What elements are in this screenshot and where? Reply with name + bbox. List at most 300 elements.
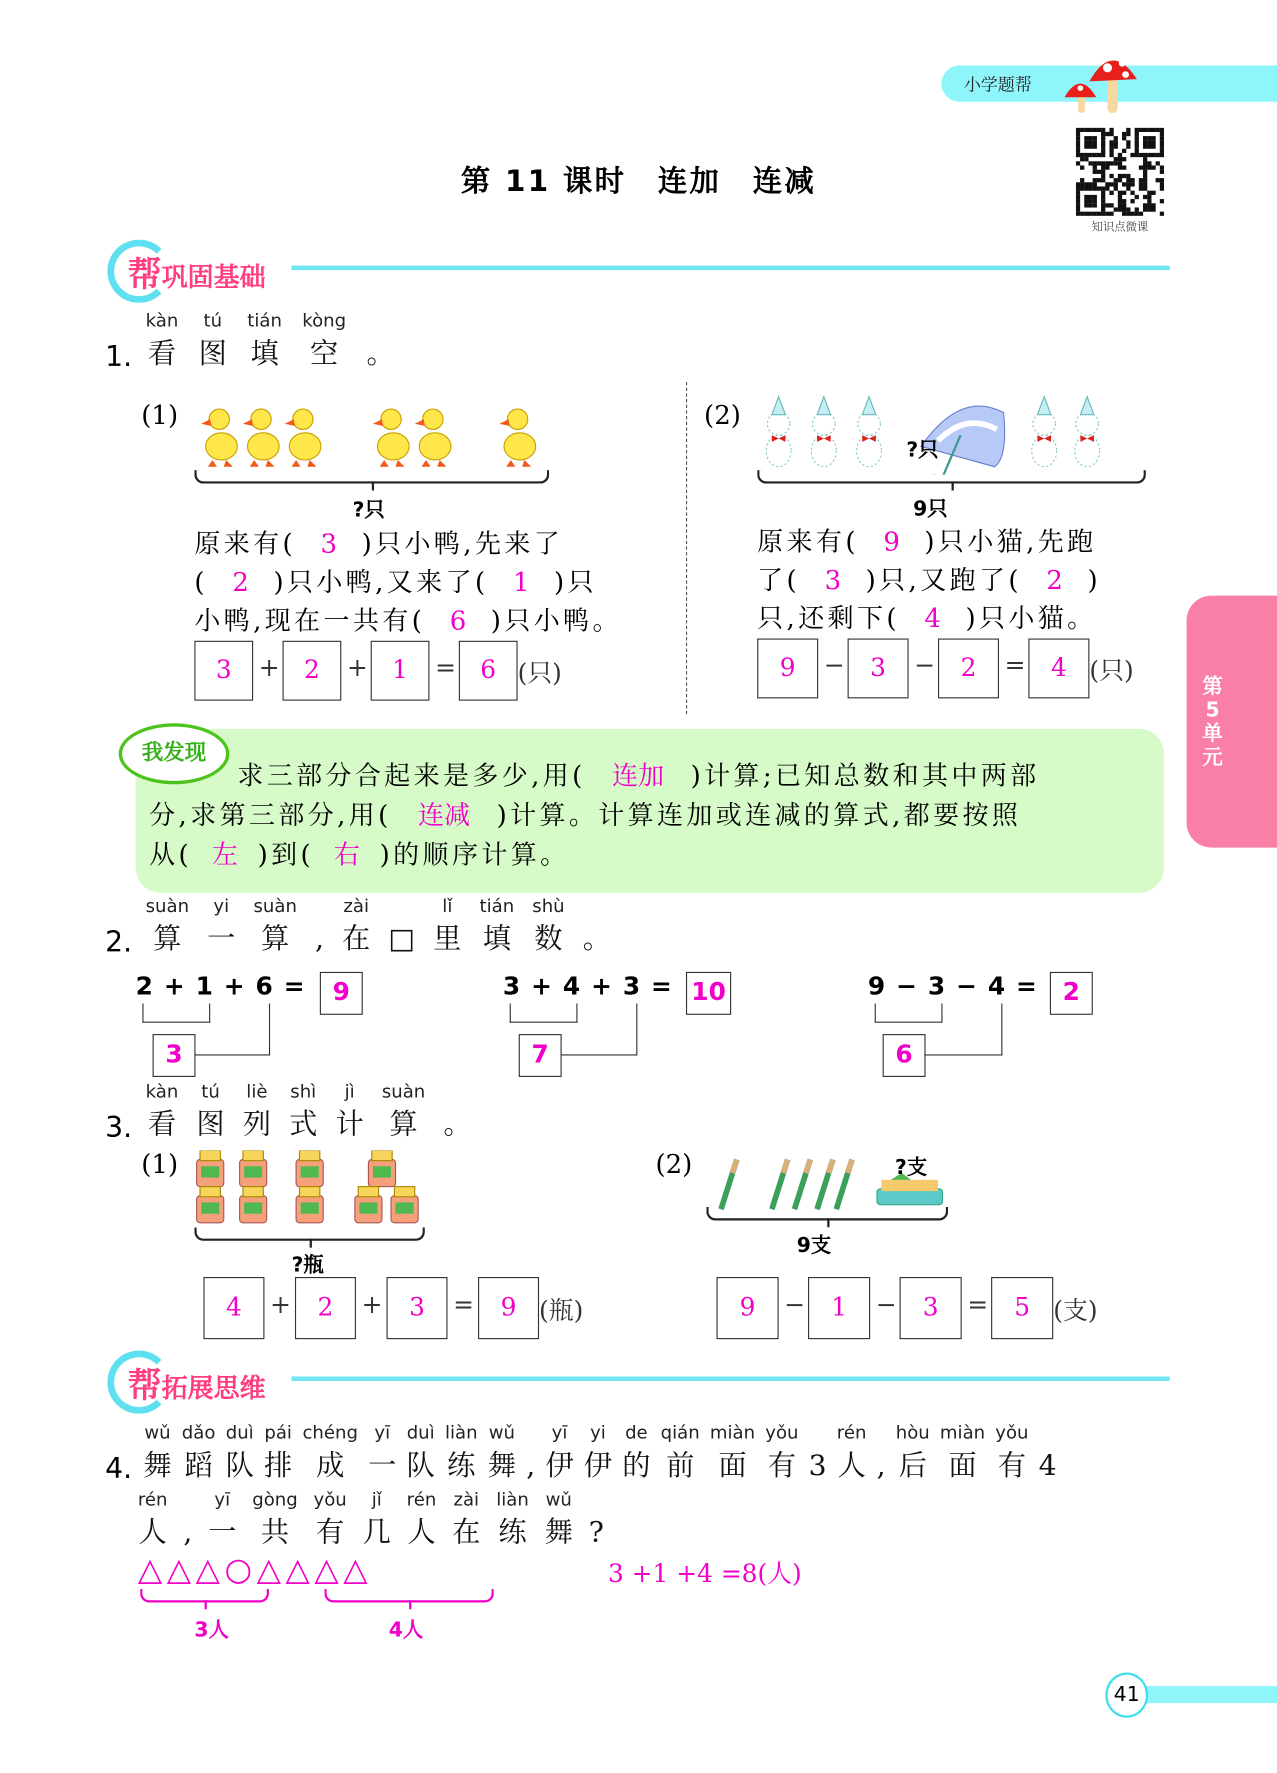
operator: − [784,1291,806,1320]
pinyin-char [252,1488,297,1551]
pinyin: wǔ [488,1421,516,1444]
answer-blank: 2 [1046,566,1063,596]
hanzi: 看 [147,1107,177,1141]
section-header-extend [107,1350,1175,1407]
pinyin: shì [290,1080,317,1102]
pinyin: rén [406,1488,437,1510]
operator: + [346,653,368,683]
section-header-basic [107,240,1175,297]
pinyin: zài [343,895,369,917]
hanzi: 蹈 [184,1448,213,1482]
section-title: 拓展思维 [161,1374,266,1404]
brace [194,1227,425,1241]
pinyin: kàn [145,309,179,332]
text: )只小猫,先跑 [924,527,1097,558]
hanzi: 队 [225,1448,254,1482]
brace-label: ?只 [352,498,385,523]
part-label: (1) [141,1150,179,1180]
text: )的顺序计算。 [379,840,570,871]
partial-result-box: 7 [519,1034,562,1077]
pinyin-char [363,1488,391,1551]
pinyin-char [182,1422,216,1485]
answer-equation: 3 +1 +4 =8(人) [607,1560,802,1589]
pinyin-char [545,1488,573,1551]
shape-triangle-icon: △ [314,1550,344,1588]
unit-label: (只) [1089,657,1134,686]
text: )计算;已知总数和其中两部 [690,761,1040,792]
pinyin: yǒu [313,1488,347,1510]
answer-blank: 连加 [612,761,665,792]
pinyin-char [583,895,611,958]
operator: + [258,653,280,683]
hanzi: 算 [153,922,182,955]
pinyin: kòng [302,309,347,332]
question-number: 4. [105,1452,133,1485]
hanzi: 算 [389,1107,418,1141]
hanzi: 在 [452,1515,481,1549]
text: 分,求第三部分,用( [149,801,392,831]
page-footer-bar [1136,1686,1277,1703]
answer-blank: 2 [232,568,249,598]
pinyin-char [226,1422,254,1485]
hanzi: 3 [808,1448,827,1482]
brace [757,470,1146,484]
discovery-badge: 我发现 [119,723,230,784]
answer-blank: 右 [333,840,360,871]
pinyin-char [302,1422,357,1485]
hanzi: 。 [366,336,395,370]
brace-label: ?瓶 [291,1253,324,1278]
pinyin: wǔ [545,1488,572,1510]
ducks-illustration-icon [194,401,550,471]
pinyin-char [488,1422,516,1485]
unit-label: (支) [1053,1296,1098,1326]
q4-line2 [138,1488,620,1551]
pinyin-char [196,1080,224,1143]
pinyin-char [314,1488,347,1551]
hanzi: 成 [316,1448,345,1482]
divider [686,382,687,714]
pinyin: duì [406,1421,435,1444]
pinyin-char [809,1422,827,1485]
text-line [149,794,1039,834]
pinyin-char [445,1422,478,1485]
text-line [194,523,621,561]
hanzi: 空 [310,336,339,370]
part-label: (2) [655,1150,693,1180]
pinyin-char [661,1422,700,1485]
pinyin: qián [660,1421,700,1444]
pinyin-char [995,1422,1028,1485]
page-number: 41 [1105,1673,1148,1718]
connector-line [924,1004,1002,1056]
pinyin-char [452,1488,480,1551]
unit-label: (瓶) [539,1296,584,1326]
pinyin: rén [836,1421,867,1444]
pinyin: pái [264,1421,292,1444]
brace [140,1589,269,1603]
pinyin-char [342,895,370,958]
hanzi: 几 [362,1515,391,1549]
pinyin: liàn [496,1488,529,1510]
answer-box: 9 [320,972,363,1015]
answer-box: 1 [371,641,430,701]
hanzi: □ [388,922,416,955]
pinyin-char [433,895,461,958]
pinyin: dǎo [181,1421,216,1444]
pinyin: jì [344,1080,355,1102]
pinyin: zài [453,1488,480,1510]
text: )只,又跑了( [865,566,1022,596]
pinyin-char [264,1422,292,1485]
hanzi: 有 [997,1448,1027,1482]
pinyin-char [710,1422,755,1485]
pinyin: shù [532,895,565,917]
pinyin-char [289,1080,317,1143]
answer-box: 4 [1028,639,1089,699]
hanzi: 填 [482,922,511,955]
answer-blank: 3 [824,566,842,596]
answer-box: 10 [686,972,731,1015]
pinyin: de [625,1421,648,1444]
brace-label: 9支 [796,1234,832,1258]
hidden-label: ?支 [895,1156,928,1180]
operator: = [435,653,456,683]
pinyin-char [388,895,415,958]
pinyin-char [407,1488,437,1551]
pinyin: liè [246,1080,268,1102]
text: )只小鸭,先来了 [361,530,564,560]
hanzi: 伊 [583,1448,613,1482]
hanzi: 前 [666,1448,695,1482]
pinyin: jǐ [371,1488,382,1510]
hanzi: 舞 [487,1448,517,1482]
pinyin: suàn [145,895,190,917]
pinyin-char [382,1080,425,1143]
pinyin-char [545,1422,573,1485]
operator: − [823,651,845,680]
pinyin-char [253,895,296,958]
fill-in-text [757,521,1101,636]
pinyin: rén [137,1488,168,1510]
unit-label: (只) [517,659,562,688]
answer-box: 3 [848,639,909,699]
hanzi: 练 [498,1515,527,1549]
text: 原来有( [757,527,859,558]
pinyin: yǒu [995,1421,1029,1444]
operator: − [914,651,936,680]
pinyin-char [765,1422,798,1485]
hanzi: 人 [837,1448,866,1482]
hanzi: 图 [196,1107,225,1141]
text: 只,还剩下( [757,604,900,634]
answer-blank: 左 [211,840,238,871]
shapes-diagram [138,1550,372,1587]
text: 了( [757,566,801,596]
text: )到( [257,840,315,871]
fill-in-text [194,523,621,638]
pinyin: kàn [145,1080,179,1102]
hanzi: 队 [406,1448,435,1482]
q2-heading [105,895,629,958]
answer-blank: 4 [924,604,941,634]
hanzi: , [526,1448,536,1482]
hanzi: 后 [898,1448,927,1482]
hanzi: 舞 [544,1515,573,1549]
text: )只小鸭,又来了( [273,568,489,598]
front-count-label: 3人 [194,1618,229,1643]
pinyin: yǒu [765,1421,799,1444]
hanzi: , [183,1515,193,1549]
hanzi: 排 [264,1448,293,1482]
answer-box: 3 [386,1277,447,1339]
pinyin: yi [590,1421,606,1444]
operator: + [270,1291,291,1320]
hanzi: 人 [138,1515,167,1549]
answer-box: 3 [900,1277,962,1339]
hanzi: 面 [948,1448,977,1482]
pinyin-char [368,1422,396,1485]
hanzi: 练 [447,1448,476,1482]
pinyin-char [146,1080,179,1143]
pinyin-char [532,895,564,958]
pinyin-char [315,895,324,958]
hanzi: 图 [198,336,227,370]
expression: 9 − 3 − 4 = [867,973,1039,1002]
answer-box: 9 [478,1277,539,1339]
hanzi: 人 [407,1515,436,1549]
brace [706,1207,948,1221]
pinyin: chéng [302,1421,358,1444]
text-line [149,834,1039,874]
brace [324,1589,494,1603]
hanzi: 。 [443,1107,472,1141]
pinyin-char [526,1422,535,1485]
pinyin-char [146,310,179,373]
qr-caption: 知识点微课 [1091,221,1149,234]
shape-triangle-icon: △ [166,1550,196,1588]
answer-box: 1 [808,1277,870,1339]
question-number: 3. [105,1110,133,1144]
answer-box: 2 [1050,972,1093,1015]
pinyin-char [138,1488,168,1551]
pinyin-char [877,1422,886,1485]
hanzi: 一 [208,1515,237,1549]
pinyin-char [407,1422,435,1485]
operator: + [361,1291,383,1320]
pinyin-char [143,1422,171,1485]
hanzi: 看 [147,336,177,370]
back-count-label: 4人 [388,1618,424,1643]
pinyin-char [589,1488,604,1551]
shape-triangle-icon: △ [343,1550,373,1588]
operator: = [1004,651,1026,680]
pinyin-char [837,1422,867,1485]
shape-triangle-icon: △ [285,1550,315,1588]
expression: 2 + 1 + 6 = [135,973,306,1002]
question-number: 2. [105,925,133,959]
pinyin-char [480,895,515,958]
q4-line1 [105,1422,1067,1485]
hanzi: 4 [1038,1448,1057,1482]
answer-box: 5 [991,1277,1053,1339]
answer-blank: 9 [883,527,900,558]
hanzi: 算 [261,922,290,955]
pinyin-char [247,310,282,373]
hanzi: 式 [289,1107,318,1141]
hanzi: 的 [622,1448,651,1482]
hanzi: , [314,922,324,955]
pinyin-char [940,1422,985,1485]
question-number: 1. [105,340,133,373]
pinyin-char [366,310,394,373]
pinyin-char [335,1080,363,1143]
text-block [149,755,1039,874]
connector-line [194,1004,270,1056]
pinyin-char [496,1488,529,1551]
partial-result-box: 3 [153,1034,196,1077]
part-label: (1) [141,401,179,431]
pinyin-char [622,1422,650,1485]
pinyin: yī [551,1421,568,1444]
shape-triangle-icon: △ [195,1550,225,1588]
text: ) [1087,566,1101,596]
text: )只小鸭。 [490,606,622,637]
text-line [757,521,1101,559]
pinyin-char [1039,1422,1057,1485]
pinyin: duì [225,1421,254,1444]
hanzi: 里 [433,922,462,955]
text-line [149,755,1039,795]
answer-blank: 3 [320,530,338,560]
pinyin-char [443,1080,471,1143]
operator: = [453,1291,475,1320]
expression: 3 + 4 + 3 = [502,973,674,1002]
hanzi: 舞 [143,1448,172,1482]
text-line [757,559,1101,597]
text-line [194,562,621,600]
shape-triangle-icon: △ [137,1550,167,1588]
shape-circle-icon: ○ [224,1550,257,1588]
pinyin: tú [203,309,223,332]
brace-label: 9只 [913,497,948,521]
answer-blank: 1 [512,568,530,598]
hanzi: 。 [582,922,611,955]
hanzi: 计 [335,1107,364,1141]
hanzi: 在 [342,922,371,955]
text: )只小猫。 [965,604,1097,634]
pinyin: wǔ [144,1421,171,1444]
answer-box: 9 [716,1277,778,1339]
hanzi: 有 [316,1515,345,1549]
answer-box: 6 [459,641,518,701]
hanzi: ? [588,1515,604,1549]
pinyin-char [243,1080,271,1143]
text-line [757,598,1101,636]
part-label: (2) [704,401,741,431]
pinyin: yi [213,895,230,917]
pinyin-char [302,310,346,373]
hanzi: 共 [260,1515,290,1549]
text: ( [194,568,208,598]
mushroom-icon [1060,45,1146,115]
pinyin-char [896,1422,930,1485]
answer-blank: 6 [449,606,467,637]
q1-heading [105,310,415,373]
pinyin: miàn [939,1421,986,1444]
answer-box: 2 [283,641,342,701]
text: 从( [149,840,193,871]
pinyin: liàn [444,1421,478,1444]
text: 原来有( [194,530,297,560]
pinyin-char [183,1488,192,1551]
answer-blank: 连减 [418,801,471,831]
answer-box: 3 [194,641,253,701]
pinyin-char [208,1488,236,1551]
answer-box: 2 [295,1277,356,1339]
pinyin: miàn [709,1421,756,1444]
partial-result-box: 6 [883,1034,926,1077]
pinyin: gòng [252,1488,298,1510]
pinyin-char [584,1422,612,1485]
pinyin: tú [201,1080,220,1102]
hanzi: 有 [767,1448,796,1482]
jars-illustration-icon [194,1150,420,1227]
text-line [194,600,621,638]
pinyin: hòu [895,1421,930,1444]
shape-triangle-icon: △ [256,1550,286,1588]
pinyin: yī [374,1421,391,1444]
q3-heading [105,1080,490,1143]
pinyin: tián [247,309,282,332]
pinyin: suàn [253,895,297,917]
pinyin-char [207,895,235,958]
answer-box: 4 [203,1277,264,1339]
pinyin: tián [479,895,515,917]
brace [194,470,549,484]
answer-box: 2 [938,639,999,699]
pinyin: yī [214,1488,231,1510]
pinyin: lǐ [442,895,453,917]
text: )只 [554,568,597,598]
unit-tab[interactable] [1187,596,1277,848]
hanzi: , [876,1448,886,1482]
hanzi: 数 [534,922,563,955]
brand-name: 小学题帮 [963,74,1032,95]
text: 小鸭,现在一共有( [194,606,426,637]
hanzi: 伊 [545,1448,574,1482]
section-title: 巩固基础 [161,263,266,293]
hidden-label: ?只 [906,438,939,463]
answer-box: 9 [757,639,818,699]
section-lead: 帮 [127,255,162,295]
text: 求三部分合起来是多少,用( [237,761,586,792]
hanzi: 面 [718,1448,747,1482]
hanzi: 填 [250,336,279,370]
pinyin: suàn [381,1080,426,1102]
operator: − [875,1291,897,1320]
unit-tab-label: 第5单元 [1202,674,1223,770]
hanzi: 列 [242,1107,272,1141]
hanzi: 一 [207,922,236,955]
pinyin-char [199,310,227,373]
pinyin-char [146,895,189,958]
text: )计算。计算连加或连减的算式,都要按照 [496,801,1022,831]
page-title: 第 11 课时 连加 连减 [460,164,817,199]
operator: = [967,1291,989,1320]
section-lead: 帮 [127,1366,162,1406]
connector-line [561,1004,638,1056]
